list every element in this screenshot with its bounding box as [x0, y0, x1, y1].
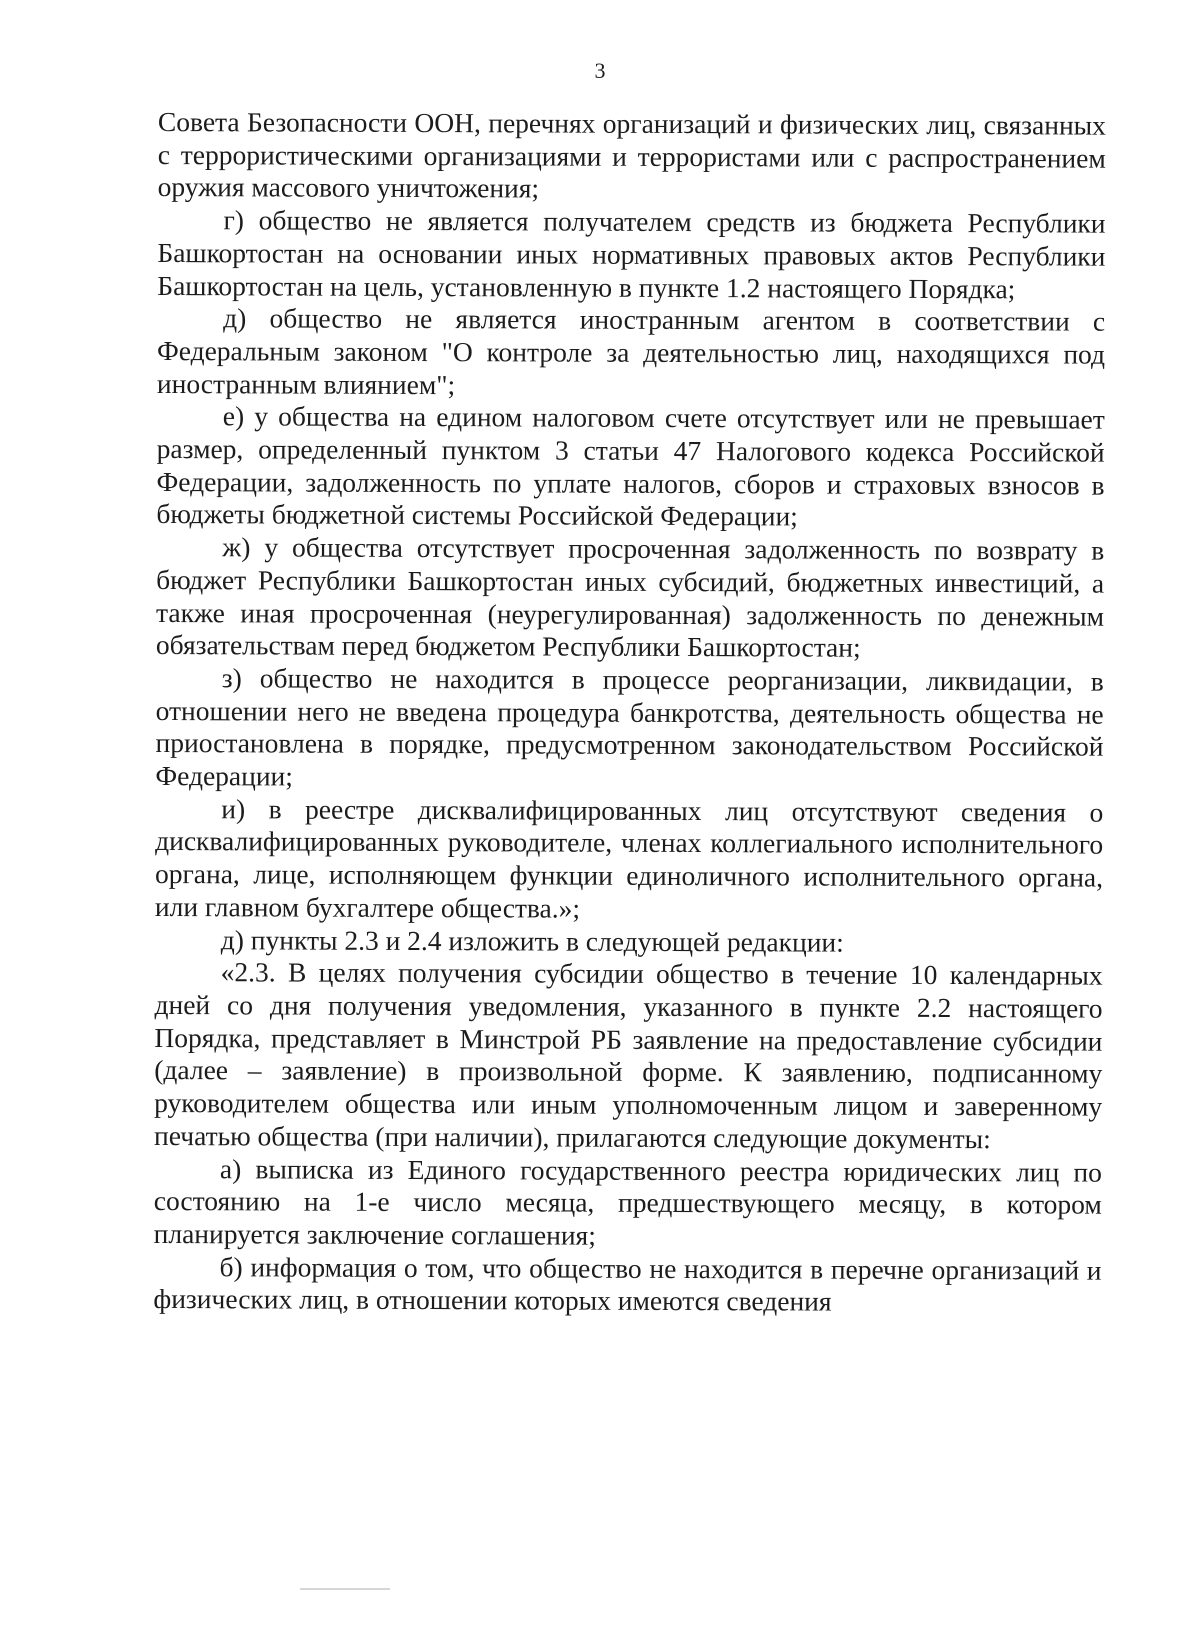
paragraph-item-i: и) в реестре дисквалифицированных лиц отсутствуют сведения о дисквалифицированных руководителе, членах коллегиального исполнительного органа, лице, исполняющем функции единоличного исполнительного органа, или главном бухгалтере общества.»; — [154, 793, 1104, 924]
paragraph-doc-a: а) выписка из Единого государственного реестра юридических лиц по состоянию на 1-е число месяца, предшествующего месяцу, в котором планируется заключение соглашения; — [153, 1152, 1102, 1251]
paragraph-continuation: Совета Безопасности ООН, перечнях организаций и физических лиц, связанных с террористическими организациями и террористами или с распространением оружия массового уничтожения; — [157, 106, 1106, 204]
paragraph-item-z: з) общество не находится в процессе реорганизации, ликвидации, в отношении него не введена процедура банкротства, деятельность общества не приостановлена в порядке, предусмотренном законодательством Российской Федерации; — [155, 662, 1104, 792]
paragraph-item-e: е) у общества на едином налоговом счете отсутствует или не превышает размер, определенный пунктом 3 статьи 47 Налогового кодекса Российской Федерации, задолженность по уплате налогов, сборов и страховых взносов в бюджеты бюджетной системы Российской Федерации; — [156, 400, 1105, 532]
paragraph-item-g: г) общество не является получателем средств из бюджета Республики Башкортостан на основании иных нормативных правовых актов Республики Башкортостан на цель, установленную в пункте 1.2 настоящего Порядка; — [157, 204, 1106, 304]
scan-artifact-line — [300, 1588, 390, 1590]
paragraph-item-d: д) общество не является иностранным агентом в соответствии с Федеральным законом "О контроле за деятельностью лиц, находящихся под иностранным влиянием"; — [156, 302, 1106, 400]
paragraph-item-zh: ж) у общества отсутствует просроченная задолженность по возврату в бюджет Республики Башкортостан иных субсидий, бюджетных инвестиций, а также иная просроченная (неурегулированная) задолженность по денежным обязательствам перед бюджетом Республики Башкортостан; — [155, 531, 1105, 663]
page-number: 3 — [594, 58, 606, 83]
paragraph-amendment-d: д) пункты 2.3 и 2.4 изложить в следующей редакции: — [220, 923, 844, 958]
paragraph-doc-b: б) информация о том, что общество не находится в перечне организаций и физических лиц, в отношении которых имеются сведения — [153, 1250, 1102, 1317]
paragraph-clause-2-3: «2.3. В целях получения субсидии общество в течение 10 календарных дней со дня получения уведомления, указанного в пункте 2.2 настоящего Порядка, представляет в Минстрой РБ заявление на предоставление субсидии (далее – заявление) в произвольной форме. К заявлению, подписанному руководителем общества или иным уполномоченным лицом и заверенному печатью общества (при наличии), прилагаются следующие документы: — [153, 956, 1103, 1155]
document-body — [153, 106, 1106, 1320]
